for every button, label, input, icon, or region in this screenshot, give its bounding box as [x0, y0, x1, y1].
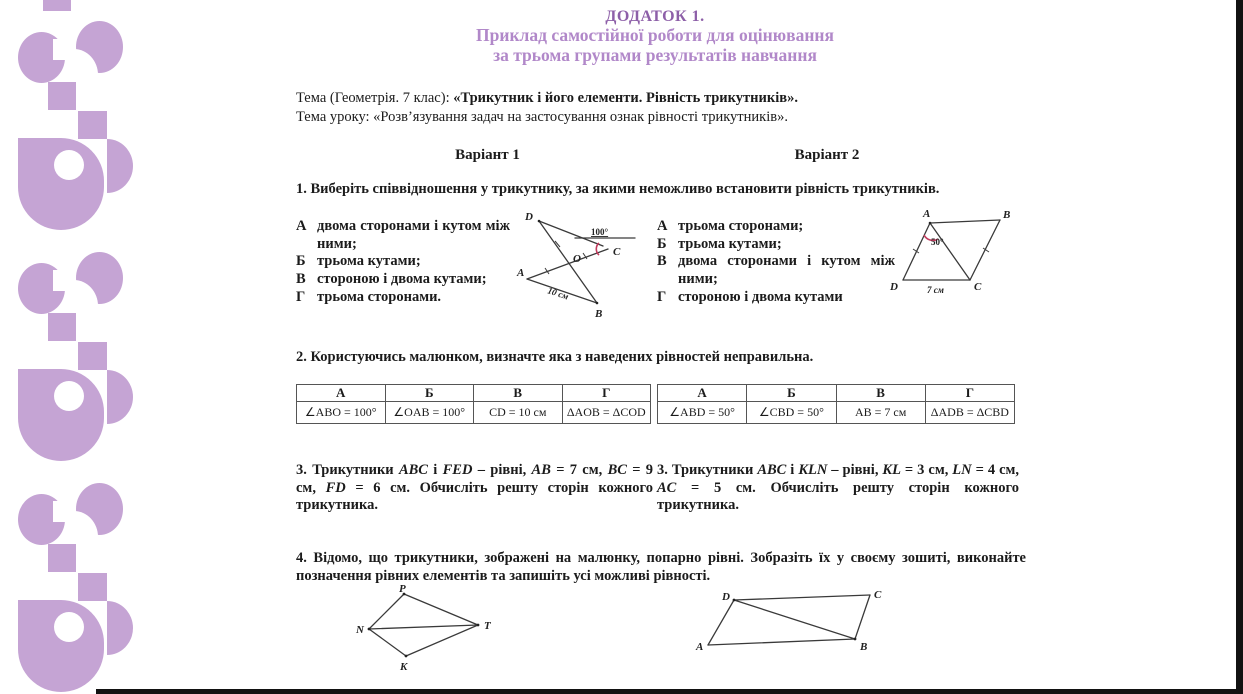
table-cell: ∠ABD = 50°	[658, 402, 747, 424]
vertex-label: B	[1003, 209, 1011, 221]
page-title: ДОДАТОК 1.	[605, 8, 705, 25]
option-text: трьома сторонами;	[678, 218, 804, 234]
vertex-label: D	[890, 281, 898, 293]
question-3-variant2-text: 3. Трикутники ABC і KLN – рівні, KL = 3 см, LN = 4 см, AC = 5 см. Обчисліть решту сторін кожного трикутника.	[657, 462, 1020, 514]
option-letter: А	[657, 218, 668, 234]
decorative-purple-pattern	[0, 0, 150, 694]
column-header: Г	[562, 385, 651, 402]
question-4-text: 4. Відомо, що трикутники, зображені на малюнку, попарно рівні. Зобразіть їх у своєму зошиті, виконайте позначення рівних елементів та запишіть усі можливі рівності.	[296, 550, 1026, 584]
option-v	[296, 271, 510, 289]
question-3-variant1-text: 3. Трикутники ABC і FED – рівні, AB = 7 см, BC = 9 см, FD = 6 см. Обчисліть решту сторін кожного трикутника.	[296, 462, 654, 514]
column-header: Б	[385, 385, 474, 402]
deco-square	[48, 313, 76, 341]
table-cell: CD = 10 см	[474, 402, 563, 424]
side-length-label: 10 см	[546, 285, 570, 302]
deco-c-circle	[18, 263, 65, 314]
deco-square	[43, 0, 71, 11]
option-a	[296, 218, 510, 253]
deco-swirl-circle	[76, 252, 123, 304]
option-letter: Б	[296, 253, 306, 270]
option-letter: Б	[657, 235, 667, 252]
table-cell: ∠ABO = 100°	[297, 402, 386, 424]
table-header-row	[658, 385, 1015, 402]
deco-square	[78, 573, 107, 601]
option-g	[657, 289, 895, 307]
column-header: А	[297, 385, 386, 402]
vertex-label: O	[573, 253, 581, 265]
option-a	[657, 218, 895, 236]
table-row	[297, 402, 651, 424]
table-cell: ∠CBD = 50°	[747, 402, 836, 424]
table-header-row	[297, 385, 651, 402]
table-cell: ΔAOB = ΔCOD	[562, 402, 651, 424]
vertex-label: N	[356, 624, 364, 636]
vertex-label: C	[613, 246, 621, 258]
deco-square	[78, 342, 107, 370]
deco-half-circle	[107, 601, 133, 655]
option-text: трьома кутами;	[317, 253, 421, 270]
deco-motif	[18, 25, 136, 256]
column-header: Б	[747, 385, 836, 402]
page-subtitle-line1: Приклад самостійної роботи для оцінювання	[476, 25, 834, 45]
vertex-label: T	[484, 620, 491, 632]
option-text: двома сторонами і кутом між ними;	[678, 253, 895, 288]
option-letter: А	[296, 218, 307, 234]
table-cell: ∠OAB = 100°	[385, 402, 474, 424]
question-1-variant2-options	[657, 218, 895, 306]
deco-square	[48, 82, 76, 110]
variant2-answer-table	[657, 384, 1015, 424]
option-text: стороною і двома кутами;	[317, 271, 487, 288]
question-1-text: 1. Виберіть співвідношення у трикутнику, за якими неможливо встановити рівність трикутників.	[296, 181, 940, 197]
deco-swirl-circle	[76, 21, 123, 73]
deco-square	[48, 544, 76, 572]
table-cell: ΔADB = ΔCBD	[925, 402, 1014, 424]
vertex-label: B	[860, 641, 868, 653]
figure-parallelogram-diagonal-db	[688, 586, 890, 660]
angle-label: 50°	[931, 237, 944, 247]
vertex-label: P	[399, 584, 406, 595]
question-2-text: 2. Користуючись малюнком, визначте яка з наведених рівностей неправильна.	[296, 349, 814, 365]
deco-half-circle	[107, 370, 133, 424]
vertex-label: C	[974, 281, 982, 293]
deco-blob	[18, 600, 104, 692]
deco-blob	[18, 138, 104, 230]
column-header: Г	[925, 385, 1014, 402]
column-header: В	[474, 385, 563, 402]
deco-square	[78, 111, 107, 139]
figure-intersecting-triangles	[515, 207, 643, 325]
option-text: стороною і двома кутами	[678, 288, 843, 305]
document-title-block	[310, 8, 1000, 65]
variant-1-heading: Варіант 1	[455, 147, 520, 163]
figure-parallelogram-with-diagonal	[885, 203, 1013, 301]
side-length-label: 7 см	[927, 285, 944, 295]
variant-2-heading: Варіант 2	[794, 147, 860, 163]
deco-c-circle	[18, 494, 65, 545]
option-letter: В	[657, 253, 667, 270]
option-b	[657, 236, 895, 254]
deco-blob	[18, 369, 104, 461]
option-letter: Г	[296, 288, 306, 305]
option-g	[296, 289, 510, 307]
window-edge-bar-right	[1236, 0, 1243, 694]
option-v	[657, 253, 895, 288]
window-edge-bar-bottom	[96, 689, 1243, 694]
theme-line: Тема (Геометрія. 7 клас): «Трикутник і його елементи. Рівність трикутників».	[296, 90, 798, 106]
vertex-label: A	[923, 208, 931, 220]
option-text: двома сторонами і кутом між ними;	[317, 218, 510, 252]
vertex-label: K	[400, 661, 408, 673]
angle-label: 100°	[591, 227, 609, 237]
vertex-label: C	[874, 589, 882, 601]
deco-motif	[18, 256, 136, 487]
option-text: трьома сторонами.	[317, 288, 442, 305]
deco-swirl-circle	[76, 483, 123, 535]
option-letter: В	[296, 271, 306, 288]
vertex-label: B	[595, 308, 603, 320]
deco-c-circle	[18, 32, 65, 83]
lesson-theme-line: Тема уроку: «Розв’язування задач на застосування ознак рівності трикутників».	[296, 108, 788, 125]
figure-kite-triangles	[336, 584, 498, 676]
vertex-label: D	[525, 211, 533, 223]
deco-half-circle	[107, 139, 133, 193]
deco-motif	[18, 487, 136, 694]
option-text: трьома кутами;	[678, 235, 782, 252]
column-header: В	[836, 385, 925, 402]
option-letter: Г	[657, 288, 667, 305]
table-row	[658, 402, 1015, 424]
vertex-label: A	[696, 641, 704, 653]
table-cell: AB = 7 см	[836, 402, 925, 424]
option-b	[296, 253, 510, 271]
vertex-label: D	[722, 591, 730, 603]
vertex-label: A	[517, 267, 525, 279]
theme-block	[296, 89, 1026, 126]
page-subtitle-line2: за трьома групами результатів навчання	[493, 44, 817, 65]
question-1-variant1-options	[296, 218, 510, 306]
variant1-answer-table	[296, 384, 651, 424]
column-header: А	[658, 385, 747, 402]
